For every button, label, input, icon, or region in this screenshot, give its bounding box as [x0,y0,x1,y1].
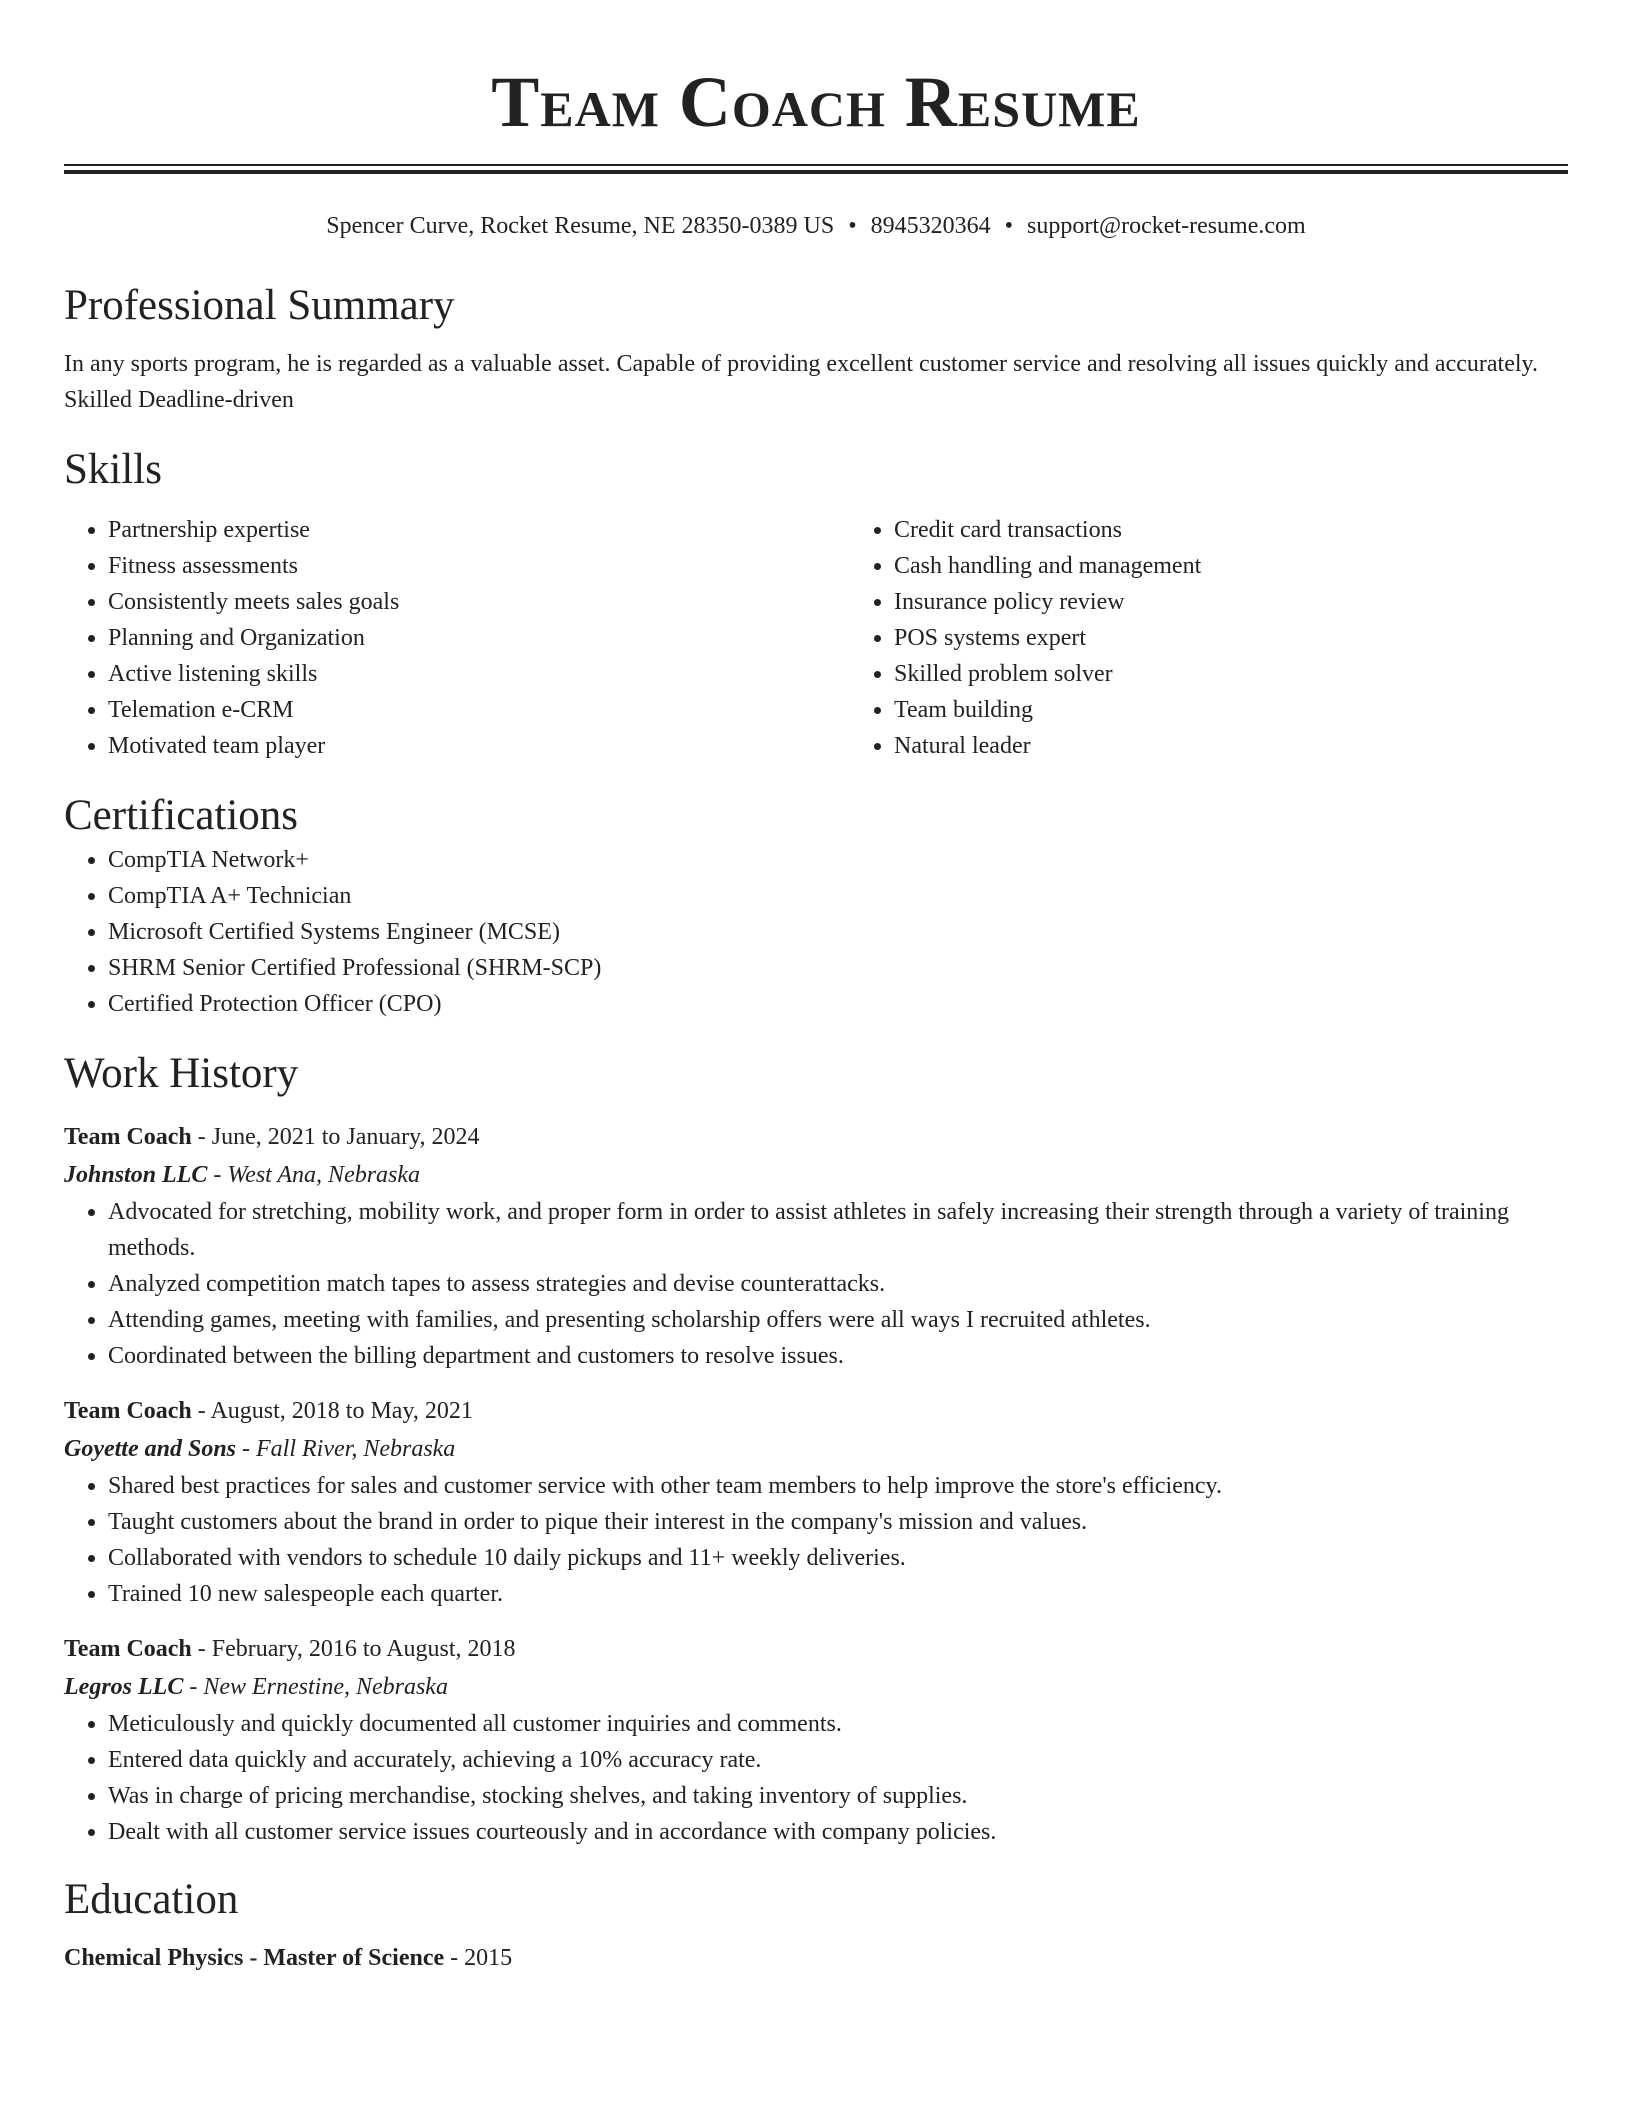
job-duty-item: • Collaborated with vendors to schedule 10 daily pickups and 11+ weekly deliveries. [108,1540,1568,1576]
contact-email: support@rocket-resume.com [1027,213,1306,239]
skill-item: • Insurance policy review [894,584,1632,620]
resume-title: Team Coach Resume [491,62,1141,142]
education-entry [64,1940,1568,1976]
job-duty-item: • Shared best practices for sales and customer service with other team members to help improve the store's efficiency. [108,1468,1568,1504]
contact-phone: 8945320364 [870,213,991,239]
certifications-list [64,842,1568,1022]
skill-item: • Planning and Organization [108,620,850,656]
skills-list-left [64,512,850,764]
job-entry [64,1118,1568,1374]
skill-item: • Credit card transactions [894,512,1632,548]
job-duty-item: • Analyzed competition match tapes to assess strategies and devise counterattacks. [108,1266,1568,1302]
certification-item: • Certified Protection Officer (CPO) [108,986,1568,1022]
job-dates: - February, 2016 to August, 2018 [191,1636,516,1662]
title-divider [64,164,1568,174]
job-duty-item: • Meticulously and quickly documented all customer inquiries and comments. [108,1706,1568,1742]
certification-item: • Microsoft Certified Systems Engineer (MCSE) [108,914,1568,950]
education-degree: Chemical Physics - Master of Science [64,1945,445,1971]
job-duties [64,1194,1568,1374]
job-location: - West Ana, Nebraska [207,1162,421,1188]
education-heading: Education [64,1876,239,1923]
job-duty-item: • Entered data quickly and accurately, achieving a 10% accuracy rate. [108,1742,1568,1778]
skill-item: • POS systems expert [894,620,1632,656]
job-duties [64,1468,1568,1612]
certifications-heading: Certifications [64,792,299,839]
job-duty-item: • Trained 10 new salespeople each quarter. [108,1576,1568,1612]
job-entry [64,1392,1568,1612]
job-duty-item: • Taught customers about the brand in order to pique their interest in the company's mission and values. [108,1504,1568,1540]
job-entry [64,1630,1568,1850]
skill-item: • Active listening skills [108,656,850,692]
job-title: Team Coach [64,1398,192,1424]
skills-heading: Skills [64,446,162,493]
job-duty-item: • Was in charge of pricing merchandise, stocking shelves, and taking inventory of supplies. [108,1778,1568,1814]
job-title: Team Coach [64,1124,192,1150]
job-dates: - June, 2021 to January, 2024 [191,1124,480,1150]
skill-item: • Consistently meets sales goals [108,584,850,620]
summary-heading: Professional Summary [64,282,455,329]
certification-item: • CompTIA A+ Technician [108,878,1568,914]
certification-item: • SHRM Senior Certified Professional (SHRM-SCP) [108,950,1568,986]
skill-item: • Partnership expertise [108,512,850,548]
skill-item: • Telemation e-CRM [108,692,850,728]
job-location: - New Ernestine, Nebraska [183,1674,448,1700]
education-year: - 2015 [444,1945,513,1971]
job-title: Team Coach [64,1636,192,1662]
contact-separator: • [1004,213,1014,239]
job-duty-item: • Coordinated between the billing department and customers to resolve issues. [108,1338,1568,1374]
job-dates: - August, 2018 to May, 2021 [191,1398,473,1424]
job-duty-item: • Attending games, meeting with families, and presenting scholarship offers were all ways I recruited athletes. [108,1302,1568,1338]
job-header [64,1630,1568,1668]
job-employer [64,1156,1568,1194]
job-duties [64,1706,1568,1850]
job-duty-item: • Advocated for stretching, mobility work, and proper form in order to assist athletes in safely increasing their strength through a variety of training methods. [108,1194,1568,1266]
job-header [64,1118,1568,1156]
work-history-heading: Work History [64,1050,299,1097]
job-company: Legros LLC [64,1674,184,1700]
skill-item: • Skilled problem solver [894,656,1632,692]
job-company: Johnston LLC [64,1162,208,1188]
job-duty-item: • Dealt with all customer service issues courteously and in accordance with company policies. [108,1814,1568,1850]
contact-separator: • [848,213,857,239]
skills-list-right [850,512,1632,764]
skill-item: • Cash handling and management [894,548,1632,584]
skill-item: • Team building [894,692,1632,728]
certification-item: • CompTIA Network+ [108,842,1568,878]
contact-line [64,210,1568,242]
skills-columns [64,512,1568,764]
job-location: - Fall River, Nebraska [236,1436,456,1462]
contact-address: Spencer Curve, Rocket Resume, NE 28350-0389 US [326,213,835,239]
skill-item: • Natural leader [894,728,1632,764]
job-header [64,1392,1568,1430]
job-company: Goyette and Sons [64,1436,237,1462]
skill-item: • Fitness assessments [108,548,850,584]
summary-text: In any sports program, he is regarded as a valuable asset. Capable of providing excellent customer service and resolving all issues quickly and accurately. Skilled Deadline-driven [64,351,1538,413]
job-employer [64,1668,1568,1706]
job-employer [64,1430,1568,1468]
skill-item: • Motivated team player [108,728,850,764]
